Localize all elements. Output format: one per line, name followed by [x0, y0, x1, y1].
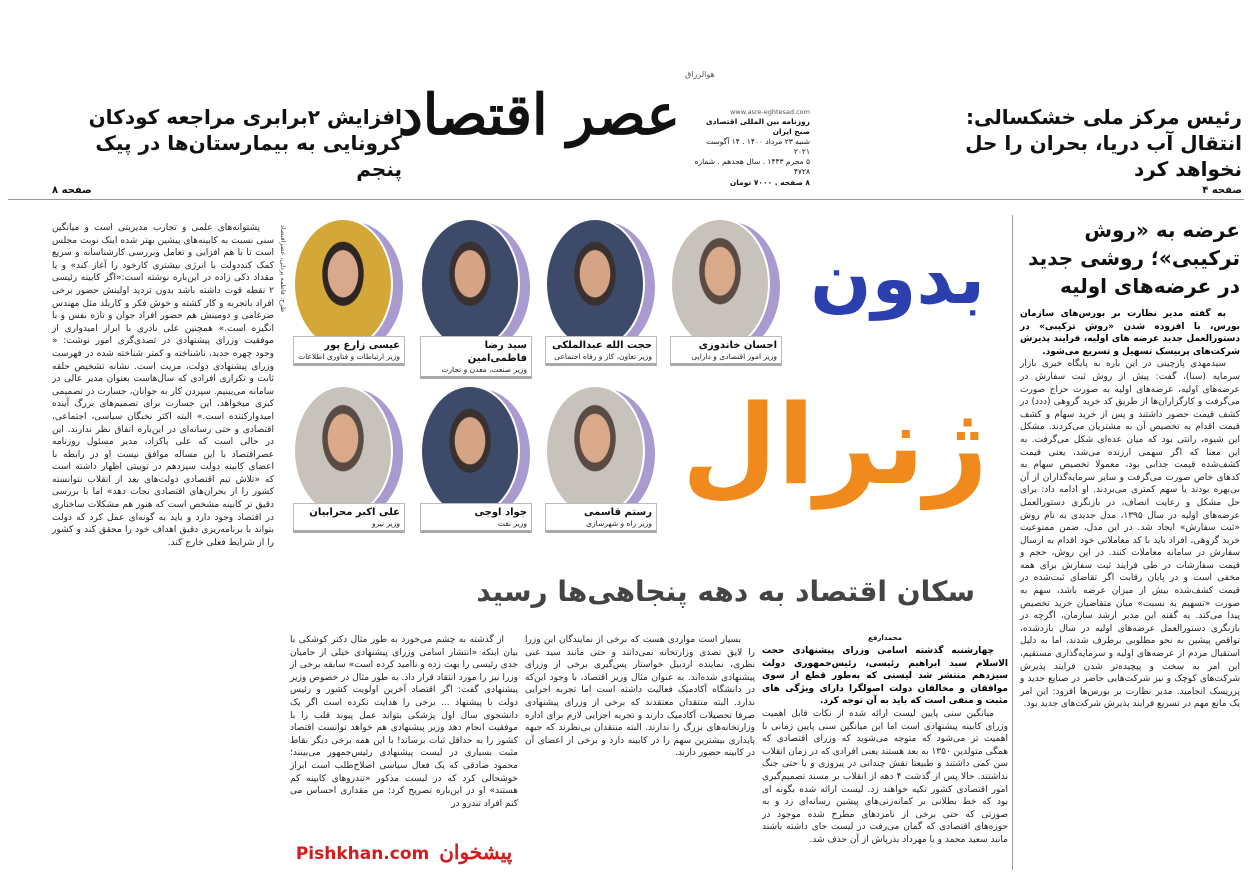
left-story-body: پشتوانه‌های علمی و تجارب مدیریتی است و میانگین سنی نسبت به کابینه‌های پیشین بهتر شده اینک نوبت مجلس است تا با هم افزایی و تعامل وبررسی کارشناسانه و سریع کمک کنددولت با انرژی بیشتری کارخود را آغاز کند» و یا مقداد ذکی زاده در این‌باره نوشته است:«اگر کابینه رئیسی ۲ نقطه قوت داشته باشد بدون تردید اولینش حضور برخی افراد باتجربه و کار کشته و خوش فکر و کاربلد مثل مهندس ضرغامی و دومینش هم حضور افراد جوان و تازه نفس و با انگیزه است.» همچنین علی نادری با ابراز امیدواری از موفقیت وزرای پیشنهادی در تصدی‌گری امور نوشت: « وجود چهره جدید، ناشناخته و کمتر شناخته شده در فهرست وزرای پیشنهادی دولت، مزیت است. نشانه تشخیص حلقه ثابت و تکراری افرادی که سال‌هاست بعنوان مدیر عالی در سامانه می‌بینیم. سپردن کار به جوانان، جسارت در تصمیمی کبری میخواهد، این جسارت برای تصمیم‌های بزرگ آینده امیدوارکننده است.» البته اکثر نخبگان سیاسی، اجتماعی، اقتصادی و حتی رسانه‌ای در این‌باره اتفاق نظر ندارند. این در حالی است که علی پاکزاد، مدیر مسئول روزنامه عصراقتصاد با این مساله موافق نیست او در رابطه با اعضای کابینه دولت سیزدهم در توییتی اظهار داشته است که «تلاش تیم اقتصادی دولت‌های بعد از انقلاب نتوانسته کشور را از بحران‌های اقتصادی نجات دهد» اما با بررسی دقیق تر کابینه مشخص است که هنوز هم مشکلات ساختاری در اقتصاد وجود دارد و باید به گونه‌ای عمل کرد که دولت بتواند با برنامه‌ریزی دقیق اهداف خود را محقق کند و کشور را از شرایط فعلی خارج کند.	[52, 223, 274, 548]
bottom-col1-body: میانگین سنی پایین لیست ارائه شده از نکات قابل اهمیت وزرای کابینه پیشنهادی است اما این میانگین سنی پایین زمانی با اهمیت تر می‌شود که متوجه می‌شوید که وزرای اقتصادی که همگی متولدین ۱۳۵۰ به بعد هستند یعنی افرادی که در زمان انقلاب سن کمی داشتند و طبیعتا نقش چندانی در پیروزی و یا حتی جنگ نداشتند. حالا پس از گذشت ۴ دهه از انقلاب بر مسند تصمیم‌گیری امور اقتصادی کشور تکیه خواهند زد. لیست ارائه شده بگونه ای بود که خط بطلانی بر کمانه‌زنی‌های پیشین رسانه‌ای زد و به صورتی که حتی برخی از نامزدهای مطرح شده موجود در حوزه‌های اقتصادی که گمان می‌رفت در لیست جای داشته باشند مانند سعید محمد و یا مهرداد بذرپاش از آن حذف شد.	[762, 708, 1008, 845]
top-left-block	[52, 92, 402, 196]
masthead	[397, 30, 810, 198]
top-left-page-ref: صفحه ۸	[52, 185, 92, 196]
bottom-column-2	[525, 634, 755, 760]
minister-photo	[420, 385, 520, 517]
minister-role: وزیر ارتباطات و فناوری اطلاعات	[298, 352, 400, 361]
main-kicker[interactable]: بدون	[810, 236, 985, 320]
minister-name: احسان خاندوزی	[698, 340, 777, 351]
right-story	[1020, 216, 1240, 711]
minister-name: رستم قاسمی	[584, 507, 652, 518]
left-story-text	[52, 222, 274, 549]
minister-card	[545, 218, 657, 378]
logo: عصر اقتصاد	[397, 82, 680, 148]
bottom-byline: محمدارفع	[868, 634, 902, 642]
watermark-site: Pishkhan.com	[295, 844, 430, 864]
main-title[interactable]: ژنرال	[681, 381, 988, 509]
minister-card	[293, 385, 405, 545]
website: www.asre-eghtesad.com	[730, 108, 810, 116]
tagline: روزنامه بین المللی اقتصادی صبح ایران	[705, 116, 810, 136]
bottom-col2-body: بسیار است مواردی هست که برخی از نمایندگان این وزرا را لایق تصدی وزارتخانه نمی‌دانند و حتی مانند سید غنی نظری، نماینده اردبیل خواستار پس‌گیری برخی از وزرای پیشنهادی شده‌اند. به عنوان مثال وزیر اقتصاد، با وجود این‌که در دانشگاه آکادمیک فعالیت داشته است اما تجربه اجرایی ندارد. البته منتقدان معتقدند که برخی از وزرای پیشنهادی صرفا تحصیلات آکادمیک دارند و تجربه اجرایی لازم برای اداره وزارتخانه‌های بزرگ را ندارند. البته منتقدان بی‌نظرند که جبهه پایداری بیشترین سهم را در کابینه دارد و برخی از اعضای آن در کابینه حضور دارند.	[525, 635, 755, 759]
right-story-text	[1020, 308, 1240, 711]
top-right-headline[interactable]: رئیس مرکز ملی خشکسالی: انتقال آب دریا، بحران را حل نخواهد کرد	[965, 105, 1242, 181]
masthead-info	[688, 108, 810, 188]
minister-role: وزیر نفت	[497, 519, 527, 528]
minister-name: عیسی زارع پور	[324, 340, 400, 351]
main-subtitle[interactable]: سکان اقتصاد به دهه پنجاهی‌ها رسید	[476, 575, 975, 608]
minister-role: وزیر نیرو	[372, 519, 400, 528]
minister-name: حجت الله عبدالملکی	[552, 340, 652, 351]
top-left-headline[interactable]: افزایش ۲برابری مراجعه کودکان کرونایی به بیمارستان‌ها در پیک پنجم	[88, 105, 402, 181]
bottom-column-1-wrap	[762, 634, 1008, 847]
minister-role: وزیر امور اقتصادی و دارایی	[691, 352, 777, 361]
minister-photo	[293, 385, 393, 517]
top-right-page-ref: صفحه ۴	[1202, 185, 1242, 196]
minister-role: وزیر راه و شهرسازی	[586, 519, 652, 528]
watermark	[290, 840, 518, 864]
minister-card	[545, 385, 657, 545]
minister-name: جواد اوجی	[474, 507, 527, 518]
right-story-body: سیدمهدی پارچینی در این باره به پایگاه خبری بازار سرمایه (سنا)، گفت: پیش از روش ثبت سفارش در عرضه‌های اولیه، عرضه‌های اولیه به صورت حراج صورت می‌گرفت و کارگزاران‌ها از طریق کد خرید گروهی (ددد) در کشف قیمت حضور داشتند و پس از خرید سهام و کشف قیمت اقدام به تخصیص آن به مشتریان می‌کردند. مشکل این شیوه، رانتی بود که میان عده‌ای شکل می‌گرفت. به این معنا که اگر سهمی ارزنده می‌شد، یعنی قیمت کشف‌شده قیمت جذابی بود، معمولا تخصیص سهام به کدهای خاص صورت می‌گرفت و سایر سرمایه‌گذاران از آن بی‌بهره بودند یا سهم کمتری می‌بردند. او ادامه داد: برای حل مشکل و رعایت انصاف، در بازنگری دستورالعمل عرضه‌های اولیه در سال ۱۳۹۵، مدل جدیدی به نام روش «ثبت سفارش» ایجاد شد. در این مدل، ضمن ممنوعیت خرید گروهی، افراد باید با کد معاملاتی خود اقدام به ارسال سفارش در سامانه معاملات کنند. در این روش، حجم و قیمت سفارشات در طی فرایند ثبت سفارش برای همه مخفی است و در پایان رقابت اگر تقاضای ثبت‌شده در قیمت کشف‌شده بیش از میزان عرضه باشد، سهم به صورت «تسهیم به نسبت» میان متقاضیان خرید تخصیص پیدا می‌کند. به گفته این مدیر ارشد سازمان، اگرچه در بازنگری دستورالعمل عرضه‌های اولیه در سال بازدشده، تواقص پیشین به نحو مطلوبی برطرف شدند، اما به دلیل استقبال مردم از عرضه‌های اولیه و سرمایه‌گذاری مستقیم، این امر به سخت و پیچیده‌تر شدن فرایند پذیرش شرکت‌های کوچک و نیز شرکت‌هایی حاضر در صنایع جدید و پرریسک انجامید. مدیر نظارت بر بورس‌ها افزود: این امر یک مانع مهم در تسریع فرایند پذیرش شرکت‌های جدید بود.	[1020, 359, 1240, 710]
bottom-col3-body: از گذشته به چشم می‌خورد به طور مثال دکتر کوشکی با بیان اینکه «انتشار اسامی وزرای پیشنهادی خیلی از حامیان جدی رئیسی را بهت زده و ناامید کرده است» سابقه برخی از وزرا نیز را مورد انتقاد قرار داد. به طور مثال در خصوص وزیر پیشنهادی گفت: اگر اقتصاد آخرین اولویت کشور و رئیس دولت با پیشنهاد ... برخی را هدایت نکرده است اگر یک دانشجوی سال اول پزشکی بتواند عمل پیوند قلب را با موفقیت انجام دهد وزیر پیشنهادی هم خواهد توانست اقتصاد کشور را به حداقل ثبات برساند! با این همه برخی دیگر نقاط مثبت بسیاری در لیست پیشنهادی رئیس‌جمهور می‌بینند؛ محمود صادقی که یک فعال سیاسی اصلاح‌طلب است ابراز خوشحالی کرد که در لیست مذکور «تندروهای کابینه کم هستند» او در این‌باره تصریح کرد: من مقداری احساس می کنم افراد تندرو در	[290, 635, 518, 809]
minister-name: علی اکبر محرابیان	[309, 507, 400, 518]
top-right-block	[902, 92, 1242, 196]
photo-credit: طرح: فاطمه پردلی، عصراقتصاد	[279, 225, 287, 313]
bottom-column-1	[762, 645, 1008, 847]
minister-photo	[420, 218, 520, 350]
date-line: شنبه ۲۳ مرداد ۱۴۰۰ . ۱۴ آگوست ۲۰۲۱	[706, 137, 810, 157]
right-story-headline[interactable]: عرضه به «روش ترکیبی»؛ روشی جدید در عرضه‌های اولیه	[1028, 218, 1240, 298]
price-line: ۸ صفحه . ۷۰۰۰ تومان	[729, 177, 810, 187]
issue-line: ۵ محرم ۱۴۴۳ . سال هجدهم . شماره ۴۷۲۸	[694, 157, 810, 177]
bottom-column-3	[290, 634, 518, 810]
minister-role: وزیر تعاون، کار و رفاه اجتماعی	[554, 352, 652, 361]
watermark-name: پیشخوان	[439, 840, 513, 864]
minister-role: وزیر صنعت، معدن و تجارت	[441, 365, 527, 374]
column-divider-right	[1012, 215, 1013, 870]
minister-photo	[545, 218, 645, 350]
minister-photo	[670, 218, 770, 350]
bottom-lead: چهارشنبه گذشته اسامی وزرای پیشنهادی حجت الاسلام سید ابراهیم رئیسی، رئیس‌جمهوری دولت سیزدهم منتشر شد لیستی که به‌طور قطع از سوی موافقان و مخالفان دولت اصولگرا دارای ویژگی های مثبت و منفی است که باید به آن توجه کرد.	[762, 646, 1008, 707]
motto: هوالرزاق	[685, 70, 715, 79]
minister-card	[293, 218, 405, 378]
minister-card	[420, 218, 532, 378]
minister-card	[420, 385, 532, 545]
right-story-lead: به گفته مدیر نظارت بر بورس‌های سازمان بورس، با افزوده شدن «روش ترکیبی» در دستورالعمل جدید عرضه های اولیه، فرایند پذیرش شرکت‌های پربیسک تسهیل و تسریع می‌شود.	[1020, 309, 1240, 357]
minister-photo	[293, 218, 393, 350]
header-divider	[8, 199, 1244, 200]
minister-name: سید رضا فاطمی‌امین	[467, 340, 527, 364]
minister-photo	[545, 385, 645, 517]
